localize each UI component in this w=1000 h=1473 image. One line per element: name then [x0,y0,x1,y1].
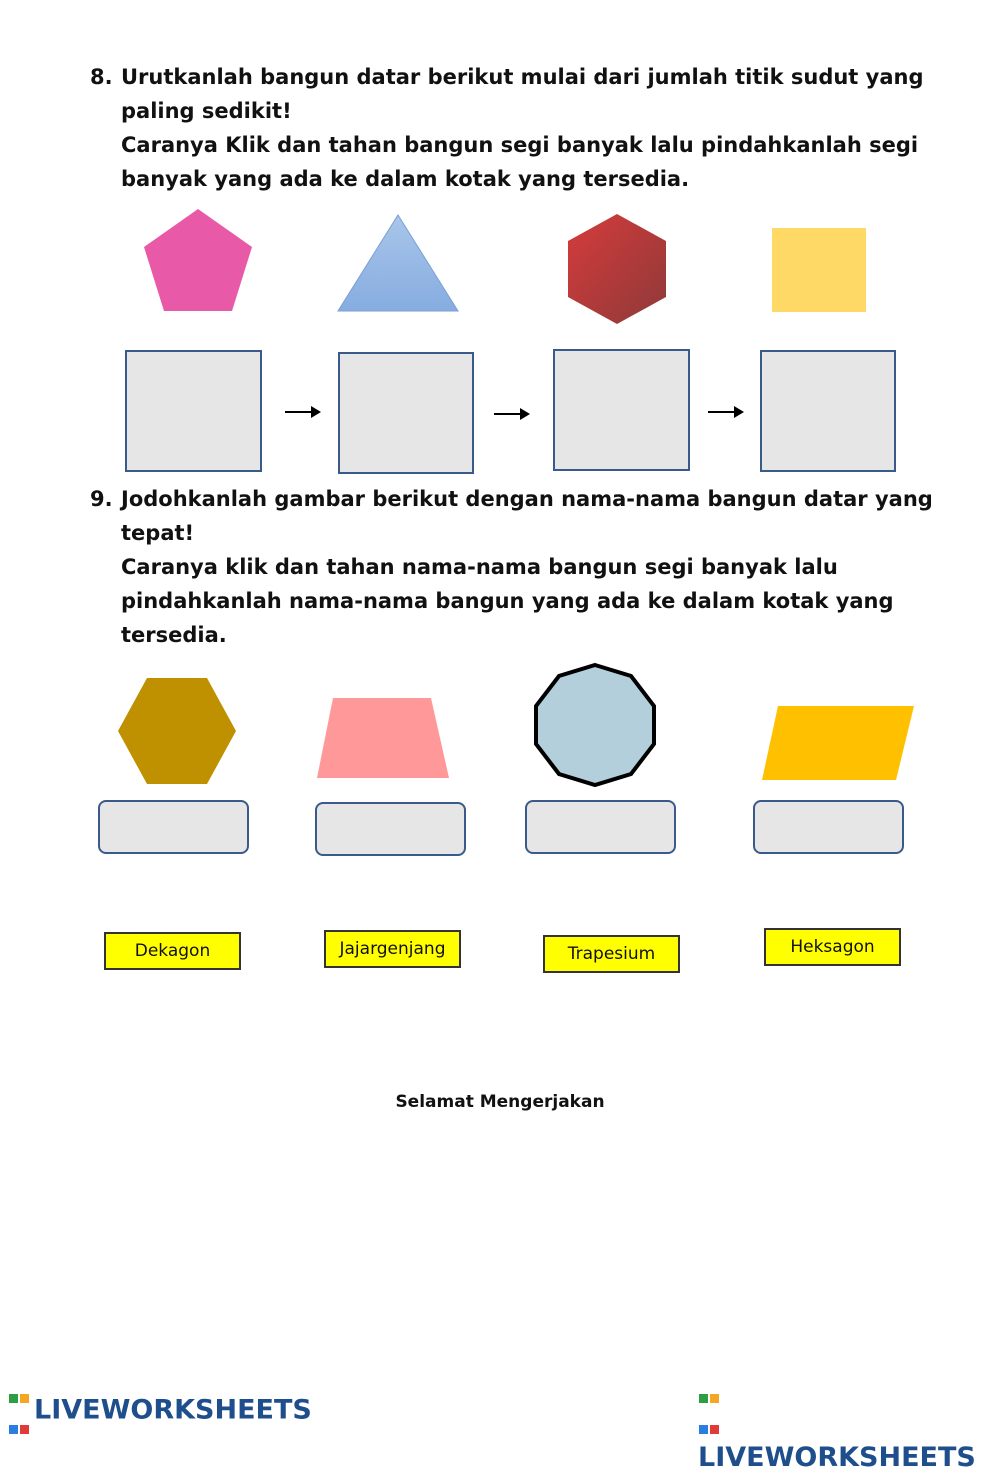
label-heksagon[interactable]: Heksagon [764,928,901,966]
question-text: Urutkanlah bangun datar berikut mulai dari jumlah titik sudut yang paling sedikit! Caranya Klik dan tahan bangun segi banyak lalu pindahkanlah segi banyak yang ada ke dalam kotak yang tersedia. [121,65,924,191]
square-icon[interactable] [771,227,867,313]
question-9 [90,482,933,652]
question-number: 9. [90,487,113,511]
question-number: 8. [90,65,113,89]
decagon-icon [528,662,662,788]
arrow-icon [285,411,319,413]
order-box-4[interactable] [760,350,896,472]
answer-box-4[interactable] [753,800,904,854]
arrow-icon [494,413,528,415]
closing-message: Selamat Mengerjakan [395,1092,605,1112]
hexagon-icon [116,676,238,786]
order-box-2[interactable] [338,352,474,474]
answer-box-1[interactable] [98,800,249,854]
label-trapesium[interactable]: Trapesium [543,935,680,973]
answer-box-3[interactable] [525,800,676,854]
brand-logo-left: LIVEWORKSHEETS [8,1380,312,1442]
pentagon-icon[interactable] [140,205,256,315]
liveworksheets-logo-icon [8,1380,30,1442]
triangle-icon[interactable] [334,212,462,314]
answer-box-2[interactable] [315,802,466,856]
liveworksheets-logo-icon [698,1380,720,1442]
question-8 [90,60,924,196]
trapezoid-icon [315,696,451,780]
order-box-1[interactable] [125,350,262,472]
brand-logo-right: LIVEWORKSHEETS [698,1380,1000,1473]
label-jajargenjang[interactable]: Jajargenjang [324,930,461,968]
arrow-icon [708,411,742,413]
label-dekagon[interactable]: Dekagon [104,932,241,970]
parallelogram-icon [760,704,916,782]
order-box-3[interactable] [553,349,690,471]
question-text: Jodohkanlah gambar berikut dengan nama-nama bangun datar yang tepat! Caranya klik dan tahan nama-nama bangun segi banyak lalu pindahkanlah nama-nama bangun yang ada ke dalam kotak yang tersedia. [121,487,933,647]
hexagon-icon[interactable] [565,212,669,326]
